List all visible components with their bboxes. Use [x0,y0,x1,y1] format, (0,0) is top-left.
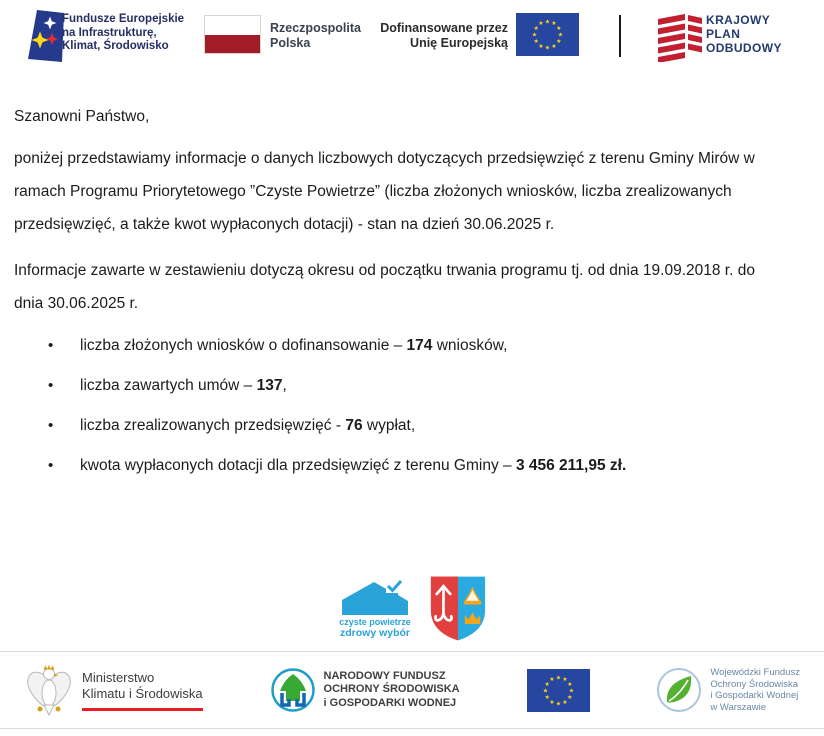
eu-star-icon: ★ [531,31,538,39]
eu-star-icon: ★ [533,38,539,45]
ministry-label: Ministerstwo Klimatu i Środowiska [82,669,203,701]
ministry-logo [24,662,203,718]
list-item: • kwota wypłaconych dotacji dla przedsięwzięć z terenu Gminy – 3 456 211,95 zł. [14,450,794,481]
list-item: • liczba złożonych wniosków o dofinansowanie – 174 wniosków, [14,330,794,361]
poland-flag-icon [204,15,261,54]
ministry-red-rule [82,708,203,711]
eu-star-icon: ★ [548,698,555,706]
eu-star-icon: ★ [566,693,572,701]
nfosigw-tree-icon [270,667,316,713]
statistics-list [14,330,794,481]
eu-flag-icon [516,13,579,56]
wfosigw-leaf-icon [656,667,702,713]
paragraph-program-info: poniżej przedstawiamy informacje o danych liczbowych dotyczących przedsięwzięć z terenu Gminy Mirów w ramach Programu Priorytetowego ”Czyste Powietrze” (liczba złożonych wniosków, liczba zrealizowanych przedsięwzięć, a także kwot wypłaconych dotacji) - stan na dzień 30.06.2025 r. [14,150,755,233]
eu-star-icon: ★ [561,698,568,706]
zdrowy-wybor-label: zdrowy wybór [339,626,410,639]
salutation: Szanowni Państwo, [14,108,150,125]
eu-star-icon: ★ [551,42,557,50]
header-logo-band [0,0,824,84]
list-item: • liczba zawartych umów – 137, [14,370,794,401]
eu-star-icon: ★ [555,674,561,681]
eu-star-icon: ★ [544,44,551,52]
nfosigw-logo [270,667,460,713]
czyste-powietrze-house-icon [340,578,410,616]
eu-star-icon: ★ [551,20,557,28]
list-item: • liczba zrealizowanych przedsięwzięć - 76 wypłat, [14,410,794,441]
wfosigw-label: Wojewódzki Fundusz Ochrony Środowiska i Gospodarki Wodnej w Warszawie [710,667,800,713]
czyste-powietrze-logo [336,578,414,639]
eu-star-icon: ★ [544,680,550,688]
eu-funding-label: Dofinansowane przez Unię Europejską [380,21,508,50]
bullet-icon [48,330,80,361]
wfosigw-logo [656,667,800,713]
fundusze-europejskie-label: Fundusze Europejskie na Infrastrukturę, Klimat, Środowisko [62,13,185,52]
rzeczpospolita-polska-label: Rzeczpospolita Polska [270,21,361,50]
eu-star-icon: ★ [533,25,539,32]
middle-logos [0,570,824,646]
header-divider [619,15,621,57]
krajowy-plan-odbudowy-icon [658,12,704,62]
footer-logo-band [0,651,824,729]
fundusze-europejskie-flag-icon [28,9,64,65]
eu-star-icon: ★ [538,20,544,28]
polish-eagle-icon [24,662,74,718]
letter-body [0,105,824,481]
eu-flag-icon [527,669,590,712]
eu-star-icon: ★ [557,31,564,39]
gmina-coat-of-arms-icon [428,573,488,644]
nfosigw-label: NARODOWY FUNDUSZ OCHRONY ŚRODOWISKA i GOSPODARKI WODNEJ [323,669,460,709]
eu-star-icon: ★ [538,42,544,50]
eu-star-icon: ★ [544,693,550,701]
eu-star-icon: ★ [566,680,572,688]
bullet-icon [48,450,80,481]
eu-star-icon: ★ [556,25,562,32]
czyste-powietrze-label: czyste powietrze [339,616,411,627]
bullet-icon [48,370,80,401]
eu-star-icon: ★ [561,675,568,683]
krajowy-plan-odbudowy-label: KRAJOWY PLAN ODBUDOWY [706,13,782,55]
eu-star-icon: ★ [556,38,562,45]
bullet-icon [48,410,80,441]
eu-star-icon: ★ [568,687,574,694]
eu-star-icon: ★ [555,700,561,707]
eu-star-icon: ★ [544,18,551,26]
eu-star-icon: ★ [548,675,555,683]
eu-star-icon: ★ [542,687,548,694]
paragraph-period-info: Informacje zawarte w zestawieniu dotyczą okresu od początku trwania programu tj. od dnia 19.09.2018 r. do dnia 30.06.2025 r. [14,262,755,312]
